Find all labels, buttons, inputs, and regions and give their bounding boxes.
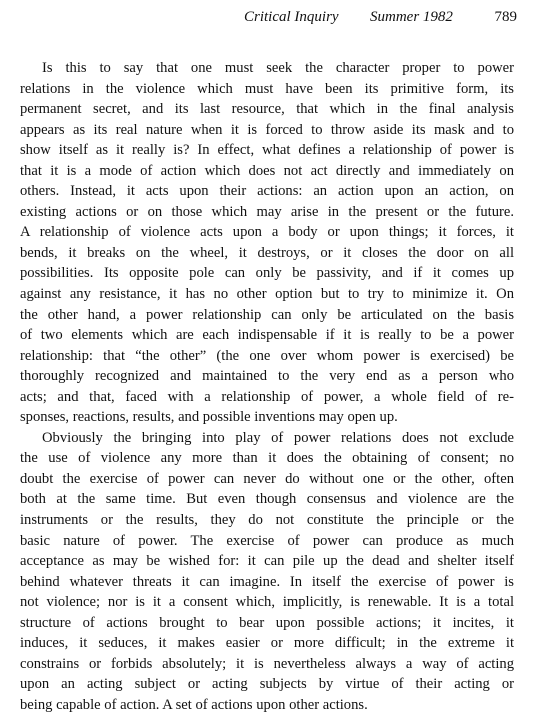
text-line: structure of actions brought to bear upon possible actions; it incites, it [20, 614, 514, 631]
text-line: Is this to say that one must seek the character proper to power [42, 60, 514, 76]
text-line: instruments or the results, they do not constitute the principle or the [20, 512, 514, 529]
journal-title: Critical Inquiry [244, 9, 339, 25]
text-line: existing actions or on those which may arise in the present or the future. [20, 203, 514, 220]
text-line: the other hand, a power relationship can only be articulated on the basis [20, 306, 514, 323]
paragraph-2 [20, 428, 514, 716]
text-line: others. Instead, it acts upon their actions: an action upon an action, on [20, 183, 514, 200]
text-line: against any resistance, it has no other option but to try to minimize it. On [20, 286, 514, 303]
text-line: bends, it breaks on the wheel, it destroys, or it closes the door on all [20, 244, 514, 261]
text-line: that it is a mode of action which does not act directly and immediately on [20, 162, 514, 179]
text-line: acceptance as may be wished for: it can pile up the dead and shelter itself [20, 553, 514, 570]
text-line: sponses, reactions, results, and possible inventions may open up. [20, 409, 398, 426]
text-line: being capable of action. A set of actions upon other actions. [20, 696, 368, 713]
text-line: behind whatever threats it can imagine. In itself the exercise of power is [20, 573, 514, 590]
text-line: possibilities. Its opposite pole can only be passivity, and if it comes up [20, 265, 514, 282]
text-line: show itself as it really is? In effect, what defines a relationship of power is [20, 142, 514, 159]
text-line: constrains or forbids absolutely; it is nevertheless always a way of acting [20, 655, 514, 672]
text-line: doubt the exercise of power can never do without one or the other, often [20, 470, 514, 487]
body-text [20, 58, 514, 716]
text-line: both at the same time. But even though consensus and violence are the [20, 491, 514, 508]
issue-date: Summer 1982 [370, 9, 453, 25]
text-line: thoroughly recognized and maintained to the very end as a person who [20, 368, 514, 385]
text-line: appears as its real nature when it is forced to throw aside its mask and to [20, 121, 514, 138]
text-line: upon an acting subject or acting subjects by virtue of their acting or [20, 676, 514, 693]
text-line: acts; and that, faced with a relationship of power, a whole field of re- [20, 388, 514, 405]
text-line: the use of violence any more than it does the obtaining of consent; no [20, 450, 514, 467]
text-line: relationship: that “the other” (the one over whom power is exercised) be [20, 347, 514, 364]
page-number: 789 [494, 9, 517, 25]
text-line: of two elements which are each indispensable if it is really to be a power [20, 327, 514, 344]
paragraph-1 [20, 58, 514, 428]
text-line: basic nature of power. The exercise of power can produce as much [20, 532, 514, 549]
text-line: not violence; nor is it a consent which, implicitly, is renewable. It is a total [20, 594, 514, 611]
text-line: Obviously the bringing into play of power relations does not exclude [42, 429, 514, 446]
text-line: A relationship of violence acts upon a body or upon things; it forces, it [20, 224, 514, 241]
text-line: relations in the violence which must have been its primitive form, its [20, 80, 514, 97]
running-header [0, 9, 517, 31]
text-line: induces, it seduces, it makes easier or more difficult; in the extreme it [20, 635, 514, 652]
text-line: permanent secret, and its last resource, that which in the final analysis [20, 101, 514, 118]
